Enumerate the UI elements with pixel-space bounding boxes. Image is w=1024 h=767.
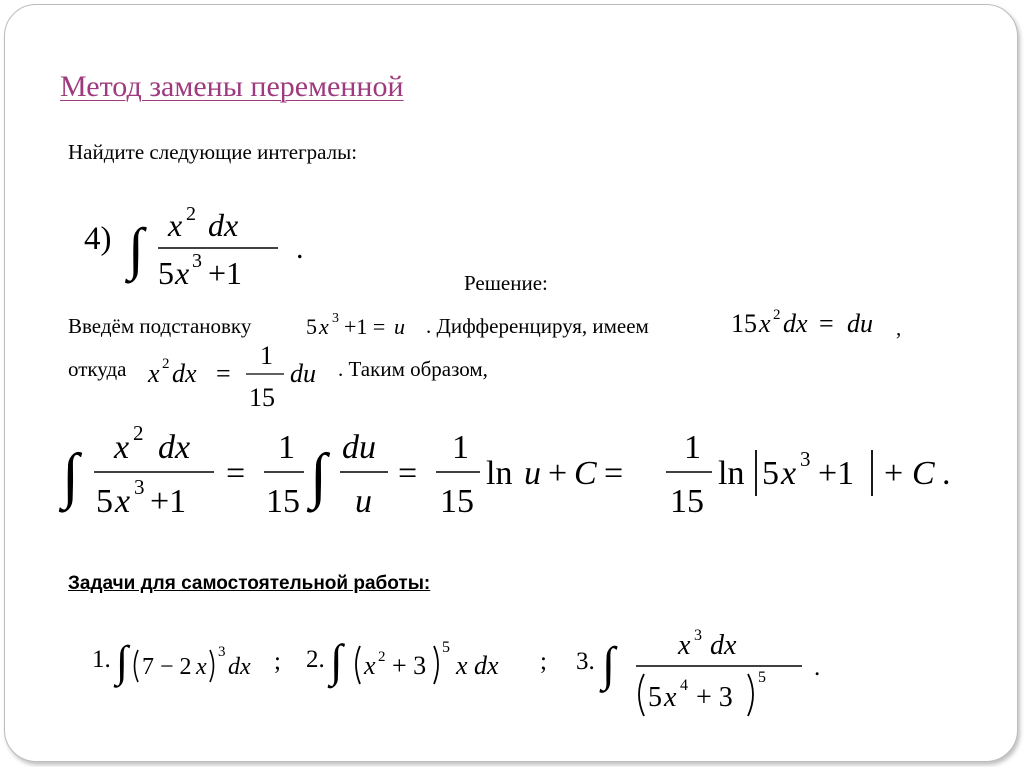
svg-text:3: 3 <box>134 475 145 499</box>
svg-text:x: x <box>114 429 130 466</box>
svg-text:4: 4 <box>680 677 688 694</box>
svg-text:+: + <box>884 455 904 492</box>
svg-text:+1: +1 <box>818 455 855 492</box>
svg-text:∫: ∫ <box>310 442 327 510</box>
problem-period: . <box>296 232 304 265</box>
svg-text:3: 3 <box>192 250 202 272</box>
svg-text:ln: ln <box>486 455 513 492</box>
problem-integral <box>128 196 318 300</box>
svg-text:+1: +1 <box>208 255 243 291</box>
svg-text:∫: ∫ <box>116 637 129 686</box>
svg-text:x: x <box>148 359 160 388</box>
svg-text:1: 1 <box>278 429 295 466</box>
task-2-sep: ; <box>540 648 547 675</box>
svg-text:2: 2 <box>378 649 386 665</box>
line1-before: Введём подстановку <box>68 314 252 338</box>
substitution-formula <box>302 306 422 346</box>
svg-text:1: 1 <box>452 429 469 466</box>
svg-text:=: = <box>226 455 246 492</box>
solution-heading: Решение: <box>464 271 548 295</box>
svg-text:x: x <box>759 309 771 338</box>
svg-text:2: 2 <box>133 421 144 445</box>
svg-text:=: = <box>819 309 834 338</box>
svg-text:15: 15 <box>731 309 757 338</box>
svg-text:x: x <box>364 651 376 680</box>
svg-text:1: 1 <box>684 429 701 466</box>
svg-text:x: x <box>175 255 190 291</box>
task-1-label: 1. <box>92 646 111 673</box>
svg-text:dx: dx <box>783 309 808 338</box>
svg-text:∫: ∫ <box>602 638 616 691</box>
svg-text:du: du <box>290 359 316 388</box>
svg-text:dx: dx <box>172 359 197 388</box>
svg-text:+1 =: +1 = <box>344 314 386 339</box>
slide-title: Метод замены переменной <box>60 70 404 103</box>
task-2-formula <box>330 628 540 694</box>
svg-text:2: 2 <box>162 356 170 372</box>
svg-text:du: du <box>847 309 873 338</box>
svg-text:C: C <box>912 455 935 492</box>
svg-text:x: x <box>781 455 797 492</box>
solution-equation <box>62 420 982 530</box>
svg-text:.: . <box>942 455 951 492</box>
svg-text:1: 1 <box>260 341 273 370</box>
line2-after: . Таким образом, <box>338 357 488 381</box>
task-3-formula <box>602 620 822 724</box>
dx-formula <box>148 342 338 414</box>
prompt-text: Найдите следующие интегралы: <box>68 140 358 164</box>
svg-text:3: 3 <box>332 311 339 326</box>
svg-text:5: 5 <box>96 483 113 520</box>
svg-text:5: 5 <box>442 639 450 656</box>
svg-text:3: 3 <box>218 644 226 660</box>
svg-text:+ 3: + 3 <box>696 682 733 713</box>
svg-text:x: x <box>678 630 691 661</box>
svg-text:x dx: x dx <box>456 651 499 680</box>
svg-text:x: x <box>664 682 677 713</box>
svg-text:15: 15 <box>266 483 300 520</box>
svg-text:7 − 2: 7 − 2 <box>142 654 192 680</box>
svg-text:u: u <box>524 455 541 492</box>
svg-text:+: + <box>548 455 568 492</box>
svg-text:=: = <box>398 455 418 492</box>
svg-text:u: u <box>394 314 405 339</box>
svg-text:2: 2 <box>773 307 781 323</box>
svg-text:+1: +1 <box>150 483 187 520</box>
svg-text:3: 3 <box>800 447 811 471</box>
problem-label: 4) <box>84 221 112 257</box>
svg-text:ln: ln <box>718 455 745 492</box>
line2-before: откуда <box>68 357 127 381</box>
svg-text:x: x <box>319 314 329 339</box>
svg-text:5: 5 <box>158 255 174 291</box>
svg-text:5: 5 <box>648 682 662 713</box>
svg-text:dx: dx <box>710 630 737 661</box>
svg-text:3: 3 <box>694 627 702 644</box>
task-3-label: 3. <box>576 648 595 675</box>
svg-text:C: C <box>574 455 597 492</box>
svg-text:dx: dx <box>158 429 191 466</box>
line1-after: , <box>896 316 902 340</box>
svg-text:5: 5 <box>306 314 317 339</box>
svg-text:x: x <box>115 483 131 520</box>
svg-text:5: 5 <box>762 455 779 492</box>
svg-text:dx: dx <box>208 207 239 243</box>
svg-text:15: 15 <box>670 483 704 520</box>
svg-text:du: du <box>342 429 376 466</box>
svg-text:=: = <box>604 455 624 492</box>
tasks-heading: Задачи для самостоятельной работы: <box>68 573 431 594</box>
line1-middle: . Дифференцируя, имеем <box>426 314 649 338</box>
task-2-label: 2. <box>306 646 325 673</box>
svg-text:5: 5 <box>758 669 766 686</box>
svg-text:x: x <box>168 207 183 243</box>
task-1-formula <box>116 634 292 694</box>
svg-text:2: 2 <box>186 203 196 225</box>
task-3-end: . <box>814 654 821 681</box>
svg-text:∫: ∫ <box>330 635 343 686</box>
svg-text:x: x <box>196 654 207 680</box>
task-1-sep: ; <box>274 648 281 675</box>
svg-text:dx: dx <box>228 654 251 680</box>
svg-text:+ 3: + 3 <box>392 651 427 680</box>
svg-text:u: u <box>355 483 372 520</box>
differential-formula <box>729 302 889 342</box>
integral-sign: ∫ <box>128 216 144 281</box>
svg-text:15: 15 <box>440 483 474 520</box>
svg-text:∫: ∫ <box>62 442 79 510</box>
svg-text:=: = <box>216 359 231 388</box>
svg-text:15: 15 <box>249 383 275 412</box>
